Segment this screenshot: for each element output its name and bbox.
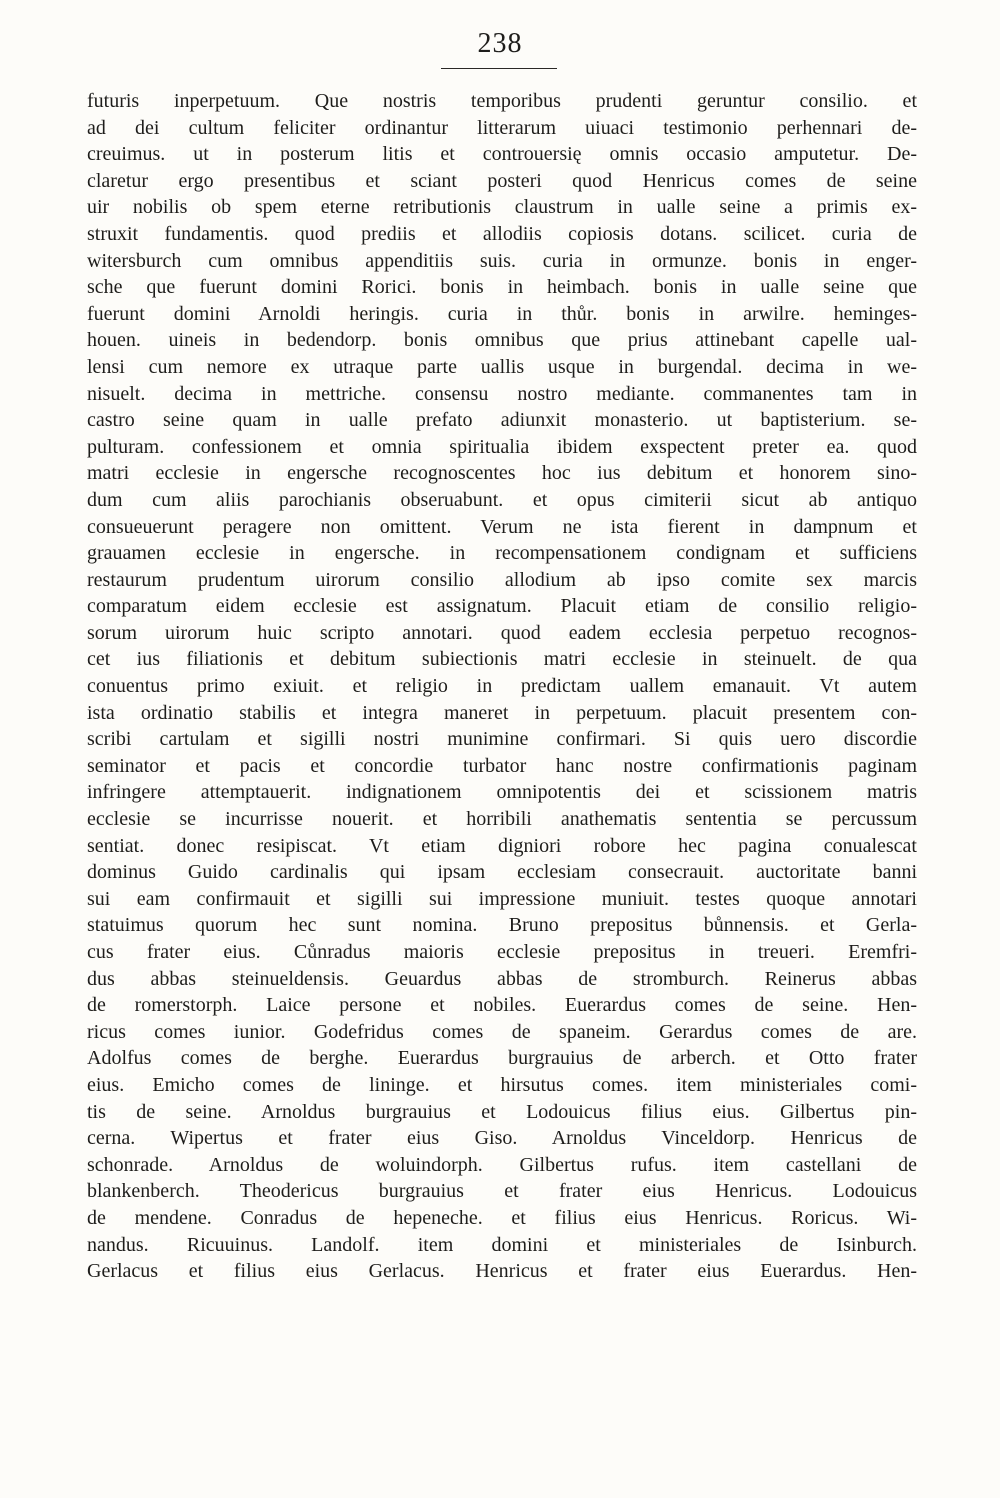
text-line: scribi cartulam et sigilli nostri munimine confirmari. Si quis uero discordie xyxy=(87,728,917,751)
text-line: restaurum prudentum uirorum consilio allodium ab ipso comite sex marcis xyxy=(87,568,917,591)
text-line: futuris inperpetuum. Que nostris temporibus prudenti geruntur consilio. et xyxy=(87,90,917,112)
text-line: schonrade. Arnoldus de woluindorph. Gilbertus rufus. item castellani de xyxy=(87,1153,917,1176)
text-line: nisuelt. decima in mettriche. consensu nostro mediante. commanentes tam in xyxy=(87,382,917,405)
text-line: consueuerunt peragere non omittent. Verum ne ista fierent in dampnum et xyxy=(87,515,917,538)
text-line: pulturam. confessionem et omnia spiritualia ibidem exspectent preter ea. quod xyxy=(87,435,917,458)
text-line: Gerlacus et filius eius Gerlacus. Henricus et frater eius Euerardus. Hen- xyxy=(87,1260,917,1283)
text-line: creuimus. ut in posterum litis et controuersię omnis occasio amputetur. De- xyxy=(87,143,917,166)
text-line: sui eam confirmauit et sigilli sui impressione muniuit. testes quoque annotari xyxy=(87,887,917,910)
text-line: lensi cum nemore ex utraque parte uallis usque in burgendal. decima in we- xyxy=(87,355,917,378)
text-line: ad dei cultum feliciter ordinantur litterarum uiuaci testimonio perhennari de- xyxy=(87,116,917,139)
text-line: ista ordinatio stabilis et integra maneret in perpetuum. placuit presentem con- xyxy=(87,701,917,724)
text-line: sentiat. donec resipiscat. Vt etiam digniori robore hec pagina conualescat xyxy=(87,834,917,857)
text-line: tis de seine. Arnoldus burgrauius et Lodouicus filius eius. Gilbertus pin- xyxy=(87,1100,917,1123)
text-line: ecclesie se incurrisse nouerit. et horribili anathematis sententia se percussum xyxy=(87,808,917,831)
text-line: houen. uineis in bedendorp. bonis omnibus que prius attinebant capelle ual- xyxy=(87,329,917,352)
text-line: claretur ergo presentibus et sciant posteri quod Henricus comes de seine xyxy=(87,169,917,192)
text-line: castro seine quam in ualle prefato adiunxit monasterio. ut baptisterium. se- xyxy=(87,409,917,432)
text-line: de mendene. Conradus de hepeneche. et filius eius Henricus. Roricus. Wi- xyxy=(87,1206,917,1229)
text-line: struxit fundamentis. quod prediis et allodiis copiosis dotans. scilicet. curia de xyxy=(87,222,917,245)
text-line: witersburch cum omnibus appenditiis suis. curia in ormunze. bonis in enger- xyxy=(87,249,917,272)
text-line: grauamen ecclesie in engersche. in recompensationem condignam et sufficiens xyxy=(87,542,917,565)
page-number: 238 xyxy=(477,28,523,59)
text-line: uir nobilis ob spem eterne retributionis claustrum in ualle seine a primis ex- xyxy=(87,196,917,219)
page-number-rule xyxy=(441,68,557,69)
text-line: statuimus quorum hec sunt nomina. Bruno prepositus bůnnensis. et Gerla- xyxy=(87,914,917,937)
text-line: blankenberch. Theodericus burgrauius et frater eius Henricus. Lodouicus xyxy=(87,1180,917,1203)
text-line: infringere attemptauerit. indignationem omnipotentis dei et scissionem matris xyxy=(87,781,917,804)
text-line: eius. Emicho comes de lininge. et hirsutus comes. item ministeriales comi- xyxy=(87,1073,917,1096)
text-line: seminator et pacis et concordie turbator hanc nostre confirmationis paginam xyxy=(87,754,917,777)
text-line: dum cum aliis parochianis obseruabunt. et opus cimiterii sicut ab antiquo xyxy=(87,488,917,511)
text-line: sche que fuerunt domini Rorici. bonis in heimbach. bonis in ualle seine que xyxy=(87,276,917,299)
text-line: cus frater eius. Cůnradus maioris ecclesie prepositus in treueri. Eremfri- xyxy=(87,941,917,963)
text-line: de romerstorph. Laice persone et nobiles. Euerardus comes de seine. Hen- xyxy=(87,994,917,1017)
text-line: fuerunt domini Arnoldi heringis. curia in thůr. bonis in arwilre. heminges- xyxy=(87,302,917,325)
text-line: matri ecclesie in engersche recognoscentes hoc ius debitum et honorem sino- xyxy=(87,462,917,485)
text-line: cet ius filiationis et debitum subiectionis matri ecclesie in steinuelt. de qua xyxy=(87,648,917,671)
text-line: cerna. Wipertus et frater eius Giso. Arnoldus Vinceldorp. Henricus de xyxy=(87,1127,917,1150)
text-line: ricus comes iunior. Godefridus comes de spaneim. Gerardus comes de are. xyxy=(87,1020,917,1043)
text-line: conuentus primo exiuit. et religio in predictam uallem emanauit. Vt autem xyxy=(87,675,917,698)
text-line: nandus. Ricuuinus. Landolf. item domini et ministeriales de Isinburch. xyxy=(87,1233,917,1256)
text-line: Adolfus comes de berghe. Euerardus burgrauius de arberch. et Otto frater xyxy=(87,1047,917,1070)
text-line: dus abbas steinueldensis. Geuardus abbas de stromburch. Reinerus abbas xyxy=(87,967,917,990)
text-line: sorum uirorum huic scripto annotari. quod eadem ecclesia perpetuo recognos- xyxy=(87,621,917,644)
text-line: dominus Guido cardinalis qui ipsam ecclesiam consecrauit. auctoritate banni xyxy=(87,861,917,884)
text-line: comparatum eidem ecclesie est assignatum. Placuit etiam de consilio religio- xyxy=(87,595,917,618)
charter-text xyxy=(87,88,917,1285)
